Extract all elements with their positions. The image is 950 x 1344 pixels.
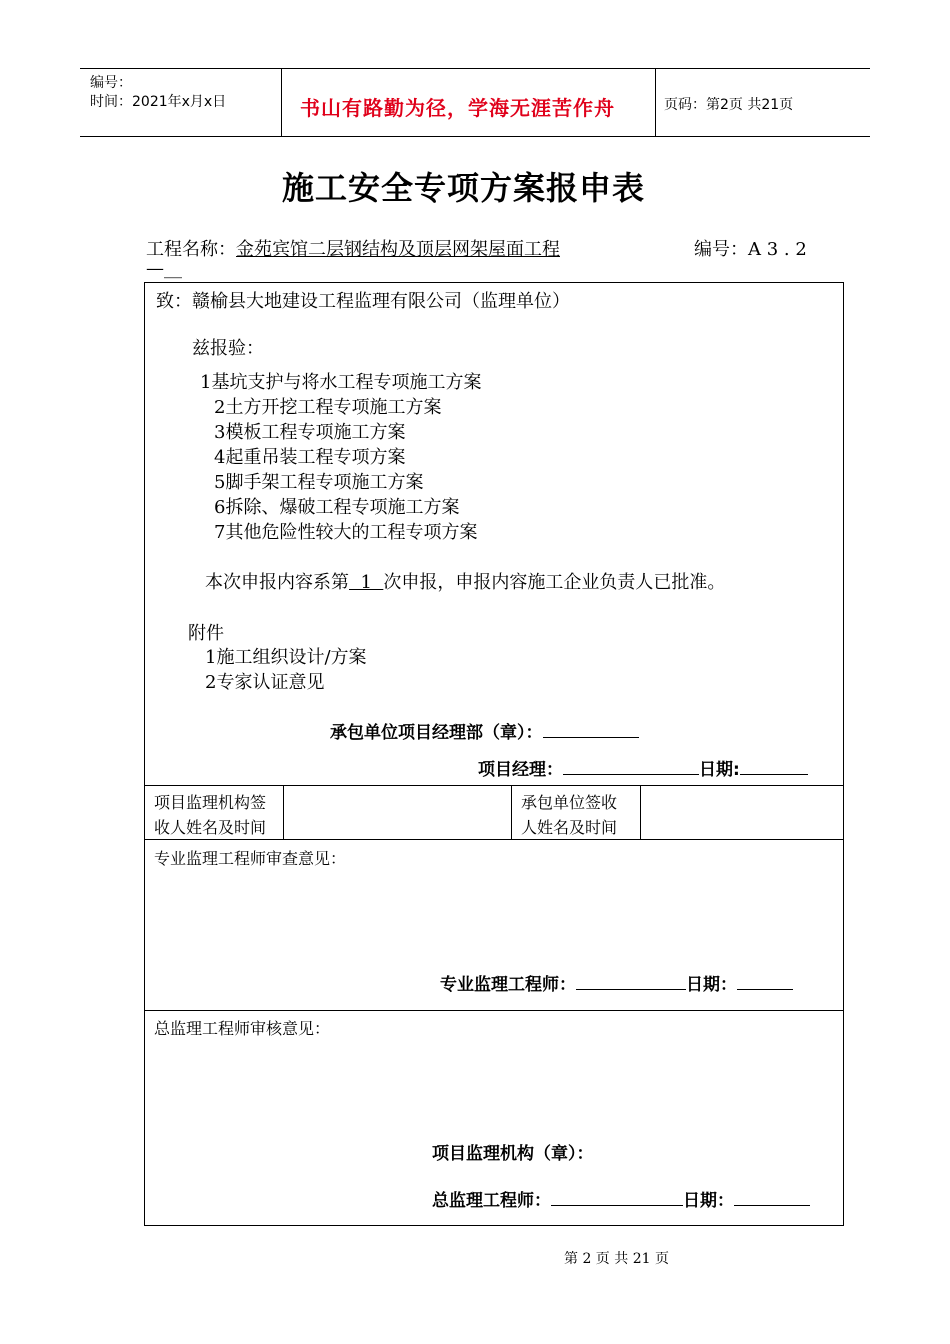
project-name-label: 工程名称： [146, 239, 236, 260]
row-divider-receipts-top [144, 785, 844, 786]
plan-item: 3模板工程专项施工方案 [214, 422, 406, 443]
supervision-receipt-field[interactable] [286, 788, 508, 836]
project-manager-blank[interactable] [563, 760, 699, 775]
plan-item: 4起重吊装工程专项方案 [214, 447, 406, 468]
attachment-item: 2专家认证意见 [205, 672, 325, 693]
page-info: 页码：第2页 共21页 [664, 97, 794, 113]
page-footer: 第 2 页 共 21 页 [564, 1251, 669, 1267]
engineer-date-blank[interactable] [737, 975, 793, 990]
contractor-receipt-label-2: 人姓名及时间 [521, 818, 618, 837]
form-number-dash: —__ [146, 258, 182, 279]
header-divider-right [655, 68, 656, 136]
date-label: 日期: [699, 760, 740, 780]
plan-item: 1基坑支护与将水工程专项施工方案 [200, 372, 482, 393]
engineer-date-label: 日期： [686, 975, 737, 995]
submit-label: 兹报验： [192, 338, 264, 359]
chief-date-blank[interactable] [734, 1191, 810, 1206]
supervision-receipt-label: 项目监理机构签 [154, 793, 267, 812]
chief-sign-label: 总监理工程师： [432, 1191, 551, 1211]
col-divider-1 [283, 785, 284, 839]
attachment-label: 附件 [188, 623, 224, 644]
contractor-dept-row [330, 718, 639, 743]
time-label: 时间：2021年x月x日 [90, 94, 227, 110]
engineer-sign-row [440, 970, 793, 995]
supervision-org-label: 项目监理机构（章）： [432, 1144, 594, 1164]
project-name-value: 金苑宾馆二层钢结构及顶层网架屋面工程 [236, 239, 560, 260]
chief-opinion-label: 总监理工程师审核意见： [154, 1019, 331, 1038]
header-bottom-rule [80, 136, 870, 137]
plan-item: 6拆除、爆破工程专项施工方案 [214, 497, 460, 518]
date-blank[interactable] [740, 760, 808, 775]
addressee: 致：赣榆县大地建设工程监理有限公司（监理单位） [156, 291, 570, 312]
contractor-receipt-field[interactable] [643, 788, 841, 836]
contractor-dept-label: 承包单位项目经理部（章）： [330, 723, 543, 743]
header-divider-left [281, 68, 282, 136]
project-name-row [146, 235, 560, 261]
col-divider-2 [511, 785, 512, 839]
row-divider-chief [144, 1010, 844, 1011]
serial-label: 编号： [90, 75, 132, 91]
engineer-opinion-label: 专业监理工程师审查意见： [154, 849, 347, 868]
engineer-sign-label: 专业监理工程师： [440, 975, 576, 995]
contractor-receipt-label: 承包单位签收 [521, 793, 618, 812]
project-manager-row [478, 755, 808, 780]
submission-prefix: 本次申报内容系第 [205, 572, 349, 593]
page-title: 施工安全专项方案报申表 [282, 169, 646, 207]
attachment-item: 1施工组织设计/方案 [205, 647, 367, 668]
contractor-dept-blank[interactable] [543, 723, 639, 738]
plan-item: 7其他危险性较大的工程专项方案 [214, 522, 478, 543]
header-top-rule [80, 68, 870, 69]
supervision-receipt-label-2: 收人姓名及时间 [154, 818, 267, 837]
motto: 书山有路勤为径，学海无涯苦作舟 [300, 96, 615, 120]
plan-item: 5脚手架工程专项施工方案 [214, 472, 424, 493]
form-number: 编号：A 3 . 2 [694, 239, 807, 260]
submission-statement [205, 568, 725, 594]
submission-suffix: 次申报，申报内容施工企业负责人已批准。 [383, 572, 726, 593]
chief-sign-blank[interactable] [551, 1191, 683, 1206]
project-manager-label: 项目经理： [478, 760, 563, 780]
row-divider-receipts-bottom [144, 839, 844, 840]
col-divider-3 [640, 785, 641, 839]
chief-date-label: 日期： [683, 1191, 734, 1211]
engineer-sign-blank[interactable] [576, 975, 686, 990]
chief-sign-row [432, 1186, 810, 1211]
plan-item: 2土方开挖工程专项施工方案 [214, 397, 442, 418]
submission-count: 1 [349, 572, 384, 593]
